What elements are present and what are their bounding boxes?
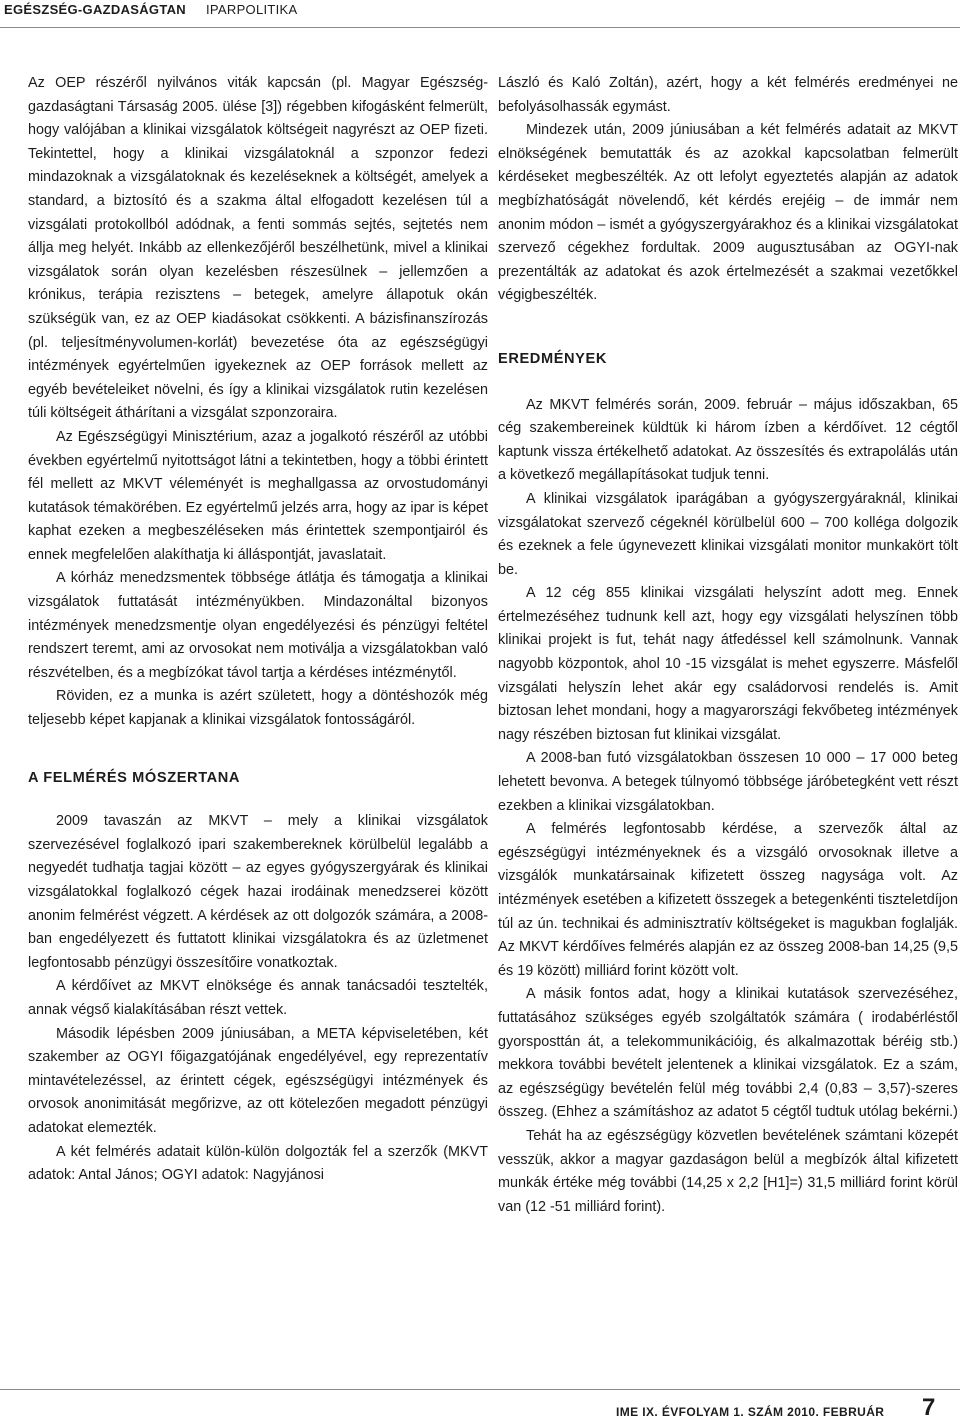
page-number: 7: [922, 1394, 936, 1421]
paragraph: A felmérés legfontosabb kérdése, a szervezők által az egészségügyi intézményeknek és a vizsgáló orvosoknak illetve a vizsgálók munkatársainak kifizetett összeg nagysága volt. Az intézmények esetében a kifizetett összegek a betegenkénti tiszteletdíjon túl az ún. technikai és adminisztratív költségeket is magukban foglalják. Az MKVT kérdőíves felmérés alapján ez az összeg 2008-ban 14,25 (9,5 és 19 között) milliárd forint között volt.: [498, 821, 958, 979]
left-column: [28, 72, 488, 1188]
paragraph: A kórház menedzsmentek többsége átlátja és támogatja a klinikai vizsgálatok futtatását intézményükben. Mindazonáltal bizonyos intézmények menedzsmentje olyan engedélyezési és pénzügyi feltétel rendszert teremt, ami az orvosokat nem motiválja a vizsgálatokban való részvételben, és a megbízókat távol tartja a kérdéses intézménytől.: [28, 570, 488, 681]
paragraph: Az Egészségügyi Minisztérium, azaz a jogalkotó részéről az utóbbi években egyértelmű nyitottságot látni a tekintetben, hogy a többi érintett fél mellett az MKVT véleményét is meghallgassa az orvostudományi kutatások témakörében. Ez egyértelmű jelzés arra, hogy az ipar is képet kaphat ezeken a megbeszéléseken más érintettek szempontjairól és ennek megfelelően alakíthatja ki álláspontját, javaslatait.: [28, 428, 488, 563]
paragraph: A 2008-ban futó vizsgálatokban összesen 10 000 – 17 000 beteg lehetett bevonva. A betegek túlnyomó többsége járóbetegként vett részt ezekben a klinikai vizsgálatokban.: [498, 750, 958, 814]
paragraph: Mindezek után, 2009 júniusában a két felmérés adatait az MKVT elnökségének bemutatták és az azokkal kapcsolatban felmerült kérdéseket megbeszélték. Az ott lefolyt egyeztetés alapján az adatok megbízhatóságát növelendő, két kérdés erejéig – de immár nem anonim módon – ismét a gyógyszergyárakhoz és a klinikai vizsgálatokat szervező cégekhez fordultak. 2009 augusztusában az OGYI-nak prezentálták az adatokat és azok értelmezését a szakmai vezetőkkel végigbeszélték.: [498, 122, 958, 304]
paragraph: Az OEP részéről nyilvános viták kapcsán (pl. Magyar Egészség-gazdaságtani Társaság 2005. ülése [3]) régebben kifogásként felmerült, hogy valójában a klinikai vizsgálatok költségeit nagyrészt az OEP fizeti. Tekintettel, hogy a klinikai vizsgálatoknál a szponzor fedezi mindazoknak a vizsgálatoknak és kezeléseknek a költségét, amelyek a standard, a biztosító és a szakma által elfogadott kezelésen túl a vizsgálati protokollból adódnak, a fenti sommás sejtés, sejtetés nem állja meg helyét. Inkább az ellenkezőjéről beszélhetünk, mivel a klinikai vizsgálatok során olyan kezelésben részesülnek – jellemzően a krónikus, terápia rezisztens – betegek, amelyre állapotuk okán szükségük van, ez az OEP kiadásokat csökkenti. A bázisfinanszírozás (pl. teljesítményvolumen-korlát) bevezetése óta az egészségügyi intézmények egyértelműen igyekeznek az OEP források mellett az egyéb bevételeiket növelni, és így a klinikai vizsgálatok rutin kezelésen túli költségeit áthárítani a vizsgálat szponzoraira.: [28, 75, 488, 422]
paragraph: Tehát ha az egészségügy közvetlen bevételének számtani közepét vesszük, akkor a magyar gazdaságon belül a megbízók által kifizetett munkák értéke még további (14,25 x 2,2 [H1]=) 31,5 milliárd forint körül van (12 -51 milliárd forint).: [498, 1127, 958, 1215]
paragraph: A két felmérés adatait külön-külön dolgozták fel a szerzők (MKVT adatok: Antal János; OGYI adatok: Nagyjánosi: [28, 1143, 488, 1184]
right-column: [498, 72, 958, 1219]
section-heading-results: EREDMÉNYEK: [498, 350, 607, 367]
paragraph: A 12 cég 855 klinikai vizsgálati helyszínt adott meg. Ennek értelmezéséhez tudnunk kell azt, hogy egy vizsgálati helyszínen több klinikai projekt is fut, tehát nagy átfedéssel kell számolnunk. Vannak nagyobb központok, ahol 10 -15 vizsgálat is mehet egyszerre. Másfelől vizsgálati helyszín lehet akár egy családorvosi rendelés is. Amit biztosan lehet mondani, hogy a magyarországi fekvőbeteg intézmények nagy részében biztosan fut klinikai vizsgálat.: [498, 585, 958, 743]
paragraph: A kérdőívet az MKVT elnöksége és annak tanácsadói tesztelték, annak végső kialakításában részt vettek.: [28, 978, 488, 1018]
footer-journal-info: IME IX. ÉVFOLYAM 1. SZÁM 2010. FEBRUÁR: [616, 1405, 885, 1419]
header-divider: [0, 27, 960, 28]
footer-divider: [0, 1389, 960, 1390]
header-section-title: EGÉSZSÉG-GAZDASÁGTAN: [4, 2, 186, 17]
paragraph: A másik fontos adat, hogy a klinikai kutatások szervezéséhez, futtatásához szükséges egyéb szolgáltatók számára ( irodabérléstől gyorsposttán át, a telekommunikációig, és alkalmazottak béréig stb.) mekkora további bevételt jelentenek a klinikai vizsgálatok. Ez a szám, az egészségügy bevételén felül még további 2,4 (0,83 – 3,57)-szeres összeg. (Ehhez a számításhoz az adatot 5 cégtől tudtuk utólag bekérni.): [498, 986, 958, 1121]
section-heading-methodology: A FELMÉRÉS MÓSZERTANA: [28, 769, 241, 786]
page-header: [0, 0, 960, 30]
paragraph: László és Kaló Zoltán), azért, hogy a két felmérés eredményei ne befolyásolhassák egymást.: [498, 75, 958, 115]
paragraph: Az MKVT felmérés során, 2009. február – május időszakban, 65 cég szakembereinek küldtük ki három ízben a kérdőívet. 12 cégtől kaptunk vissza értékelhető adatokat. Az összesítés és extrapolálás után a következő megállapításokat tudjuk tenni.: [498, 396, 958, 484]
paragraph: A klinikai vizsgálatok iparágában a gyógyszergyáraknál, klinikai vizsgálatokat szervező cégeknél körülbelül 600 – 700 kolléga dolgozik és ezeknek a fele úgynevezett klinikai vizsgálati monitor munkakört tölt be.: [498, 490, 958, 578]
header-subsection-title: IPARPOLITIKA: [206, 2, 298, 17]
paragraph: Második lépésben 2009 júniusában, a META képviseletében, két szakember az OGYI főigazgatójának engedélyével, egy reprezentatív mintavételezéssel, az érintett cégek, egészségügyi intézmények és orvosok anonimitását megőrizve, az ott kötelezően megadott pénzügyi adatokat elemezték.: [28, 1025, 488, 1136]
paragraph: Röviden, ez a munka is azért született, hogy a döntéshozók még teljesebb képet kapjanak a klinikai vizsgálatok fontosságáról.: [28, 688, 488, 729]
paragraph: 2009 tavaszán az MKVT – mely a klinikai vizsgálatok szervezésével foglalkozó ipari szakembereknek körülbelül legalább a negyedét tudhatja tagjai között – az egyes gyógyszergyárak és klinikai vizsgálatokkal foglalkozó cégek hazai irodáinak menedzserei között anonim felmérést végzett. A kérdések az ott dolgozók számára, a 2008-ban engedélyezett és futtatott klinikai vizsgálatokra és az üzletmenet legfontosabb pénzügyi összesítőire vonatkoztak.: [28, 813, 488, 971]
